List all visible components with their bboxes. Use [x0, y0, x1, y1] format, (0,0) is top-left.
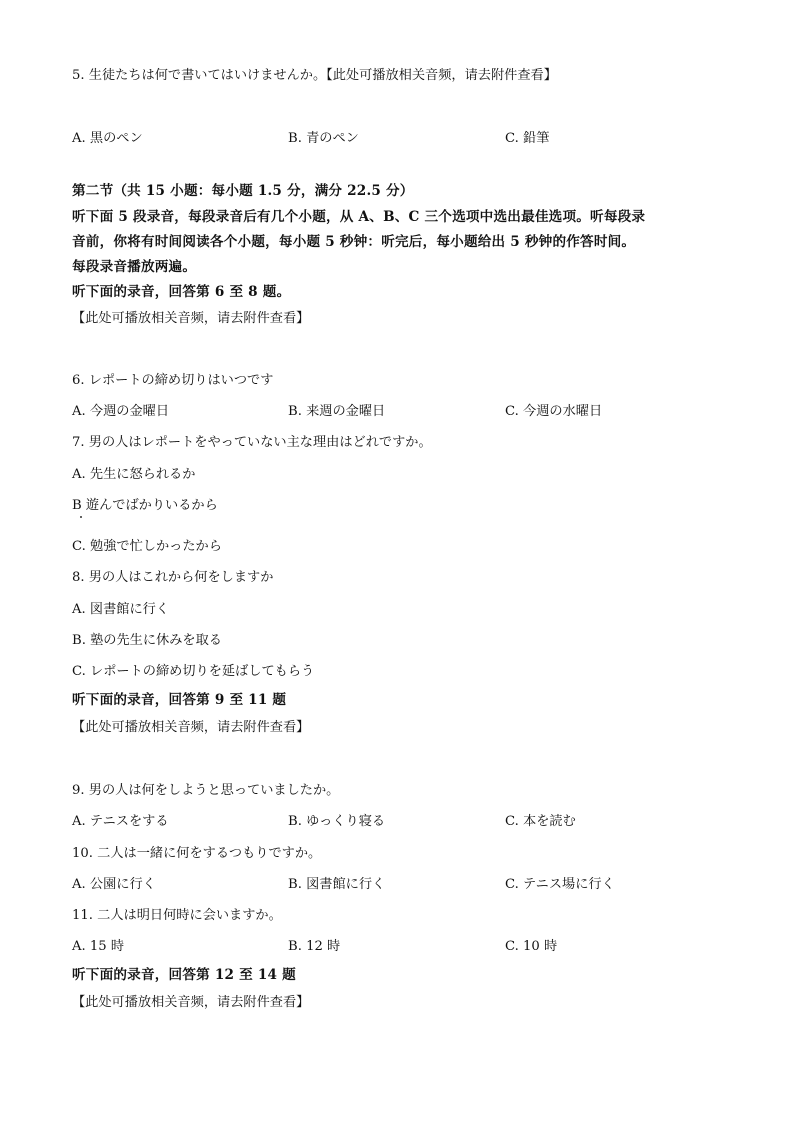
group-3-audio-note: 【此处可播放相关音频，请去附件查看】	[72, 995, 310, 1010]
q11-option-a: A. 15 時	[72, 939, 125, 954]
q5-option-a: A. 黒のペン	[72, 131, 143, 146]
q11-option-c: C. 10 時	[505, 939, 558, 954]
q9-option-b: B. ゆっくり寝る	[288, 814, 386, 829]
stray-dot-mark	[80, 516, 82, 518]
question-11: 11. 二人は明日何時に会いますか。	[72, 908, 282, 923]
q8-option-c: C. レポートの締め切りを延ばしてもらう	[72, 664, 315, 679]
q6-option-c: C. 今週の水曜日	[505, 404, 603, 419]
question-8: 8. 男の人はこれから何をしますか	[72, 570, 274, 585]
q11-option-b: B. 12 時	[288, 939, 341, 954]
q10-option-b: B. 図書館に行く	[288, 877, 386, 892]
group-3-heading: 听下面的录音，回答第 12 至 14 题	[72, 967, 296, 983]
question-6: 6. レポートの締め切りはいつです	[72, 373, 274, 388]
q10-option-c: C. テニス場に行く	[505, 877, 615, 892]
group-1-audio-note: 【此处可播放相关音频，请去附件查看】	[72, 311, 310, 326]
question-9: 9. 男の人は何をしようと思っていましたか。	[72, 783, 340, 798]
q5-option-b: B. 青のペン	[288, 131, 359, 146]
group-1-heading: 听下面的录音，回答第 6 至 8 题。	[72, 284, 291, 300]
question-10: 10. 二人は一緒に何をするつもりですか。	[72, 846, 322, 861]
group-2-heading: 听下面的录音，回答第 9 至 11 题	[72, 692, 287, 708]
question-5: 5. 生徒たちは何で書いてはいけませんか。【此处可播放相关音频，请去附件查看】	[72, 68, 557, 83]
q6-option-b: B. 来週の金曜日	[288, 404, 386, 419]
question-7: 7. 男の人はレポートをやっていない主な理由はどれですか。	[72, 435, 432, 450]
q10-option-a: A. 公園に行く	[72, 877, 156, 892]
group-2-audio-note: 【此处可播放相关音频，请去附件查看】	[72, 720, 310, 735]
q8-option-b: B. 塾の先生に休みを取る	[72, 633, 222, 648]
section-2-instruction-line-2: 音前，你将有时间阅读各个小题，每小题 5 秒钟：听完后，每小题给出 5 秒钟的作答时间。	[72, 234, 636, 250]
q7-option-a: A. 先生に怒られるか	[72, 467, 196, 482]
q7-option-b: B 遊んでばかりいるから	[72, 498, 218, 513]
q7-option-c: C. 勉強で忙しかったから	[72, 539, 222, 554]
q9-option-c: C. 本を読む	[505, 814, 576, 829]
section-2-instruction-line-3: 每段录音播放两遍。	[72, 259, 197, 275]
section-2-instruction-line-1: 听下面 5 段录音，每段录音后有几个小题，从 A、B、C 三个选项中选出最佳选项。听每段录	[72, 209, 646, 225]
q8-option-a: A. 図書館に行く	[72, 602, 170, 617]
q5-option-c: C. 鉛筆	[505, 131, 550, 146]
q6-option-a: A. 今週の金曜日	[72, 404, 170, 419]
q9-option-a: A. テニスをする	[72, 814, 169, 829]
section-2-heading: 第二节（共 15 小题：每小题 1.5 分，满分 22.5 分）	[72, 183, 414, 199]
